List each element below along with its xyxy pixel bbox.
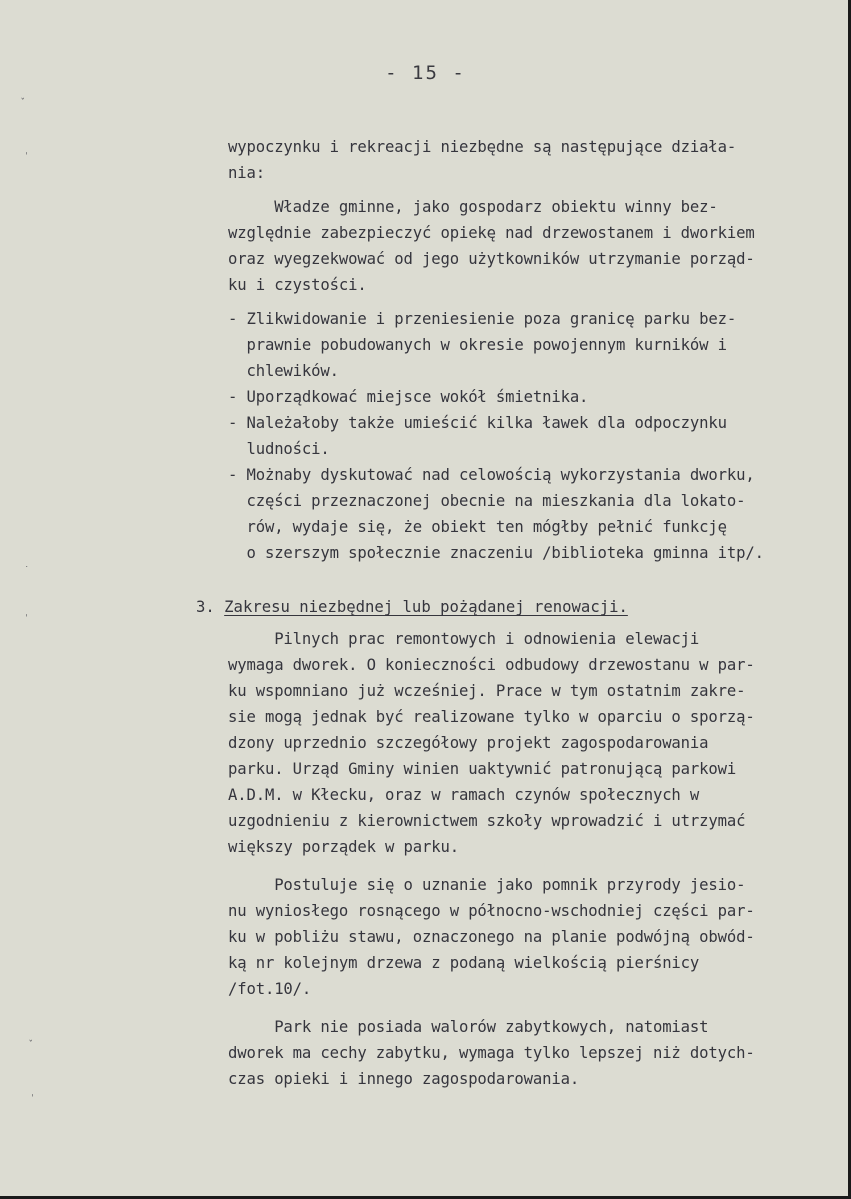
list-item: części przeznaczonej obecnie na mieszkania dla lokato-	[228, 492, 746, 510]
text-line: Władze gminne, jako gospodarz obiektu winny bez-	[228, 198, 718, 216]
text-line: sie mogą jednak być realizowane tylko w oparciu o sporzą-	[228, 708, 755, 726]
text-line: /fot.10/.	[228, 980, 312, 998]
page-number: - 15 -	[385, 62, 466, 84]
text-line: wymaga dworek. O konieczności odbudowy drzewostanu w par-	[228, 656, 755, 674]
text-line: Postuluje się o uznanie jako pomnik przyrody jesio-	[228, 876, 746, 894]
paragraph-4	[228, 1014, 838, 1092]
document-body	[228, 134, 838, 566]
text-line: czas opieki i innego zagospodarowania.	[228, 1070, 580, 1088]
text-line: nu wyniosłego rosnącego w północno-wschodniej części par-	[228, 902, 755, 920]
list-item: chlewików.	[228, 362, 339, 380]
margin-mark: ˇ	[20, 98, 26, 108]
text-line: wypoczynku i rekreacji niezbędne są następujące działa-	[228, 138, 737, 156]
text-line: parku. Urząd Gminy winien uaktywnić patronującą parkowi	[228, 760, 737, 778]
text-line: ku wspomniano już wcześniej. Prace w tym ostatnim zakre-	[228, 682, 746, 700]
paragraph-3	[228, 872, 838, 1002]
text-line: Pilnych prac remontowych i odnowienia elewacji	[228, 630, 700, 648]
list-item: prawnie pobudowanych w okresie powojennym kurników i	[228, 336, 727, 354]
paragraph-2	[228, 626, 838, 860]
text-line: dzony uprzednio szczegółowy projekt zagospodarowania	[228, 734, 709, 752]
text-line: nia:	[228, 164, 265, 182]
margin-mark: ˈ	[24, 614, 30, 624]
list-item: - Zlikwidowanie i przeniesienie poza granicę parku bez-	[228, 310, 737, 328]
section-number: 3.	[196, 598, 225, 616]
text-line: ku w pobliżu stawu, oznaczonego na planie podwójną obwód-	[228, 928, 755, 946]
margin-mark: ˌ	[24, 146, 30, 156]
list-item: rów, wydaje się, że obiekt ten mógłby pełnić funkcję	[228, 518, 727, 536]
intro-block	[228, 134, 838, 186]
margin-mark: ˙	[24, 566, 30, 576]
section-title: Zakresu niezbędnej lub pożądanej renowacji.	[224, 598, 628, 616]
list-item: - Możnaby dyskutować nad celowością wykorzystania dworku,	[228, 466, 755, 484]
text-line: dworek ma cechy zabytku, wymaga tylko lepszej niż dotych-	[228, 1044, 755, 1062]
paragraph-1	[228, 194, 838, 298]
list-item: o szerszym społecznie znaczeniu /biblioteka gminna itp/.	[228, 544, 764, 562]
text-line: A.D.M. w Kłecku, oraz w ramach czynów społecznych w	[228, 786, 700, 804]
margin-mark: ˌ	[30, 1088, 36, 1098]
list-item: - Uporządkować miejsce wokół śmietnika.	[228, 388, 589, 406]
margin-mark: ˇ	[28, 1040, 34, 1050]
list-item: ludności.	[228, 440, 330, 458]
text-line: uzgodnieniu z kierownictwem szkoły wprowadzić i utrzymać	[228, 812, 746, 830]
text-line: większy porządek w parku.	[228, 838, 459, 856]
text-line: oraz wyegzekwować od jego użytkowników utrzymanie porząd-	[228, 250, 755, 268]
text-line: ką nr kolejnym drzewa z podaną wielkością pierśnicy	[228, 954, 700, 972]
list-item: - Należałoby także umieścić kilka ławek dla odpoczynku	[228, 414, 727, 432]
bullet-list	[228, 306, 838, 566]
text-line: ku i czystości.	[228, 276, 367, 294]
text-line: Park nie posiada walorów zabytkowych, natomiast	[228, 1018, 709, 1036]
section-heading	[196, 594, 628, 620]
document-body-lower	[228, 626, 838, 1092]
text-line: względnie zabezpieczyć opiekę nad drzewostanem i dworkiem	[228, 224, 755, 242]
